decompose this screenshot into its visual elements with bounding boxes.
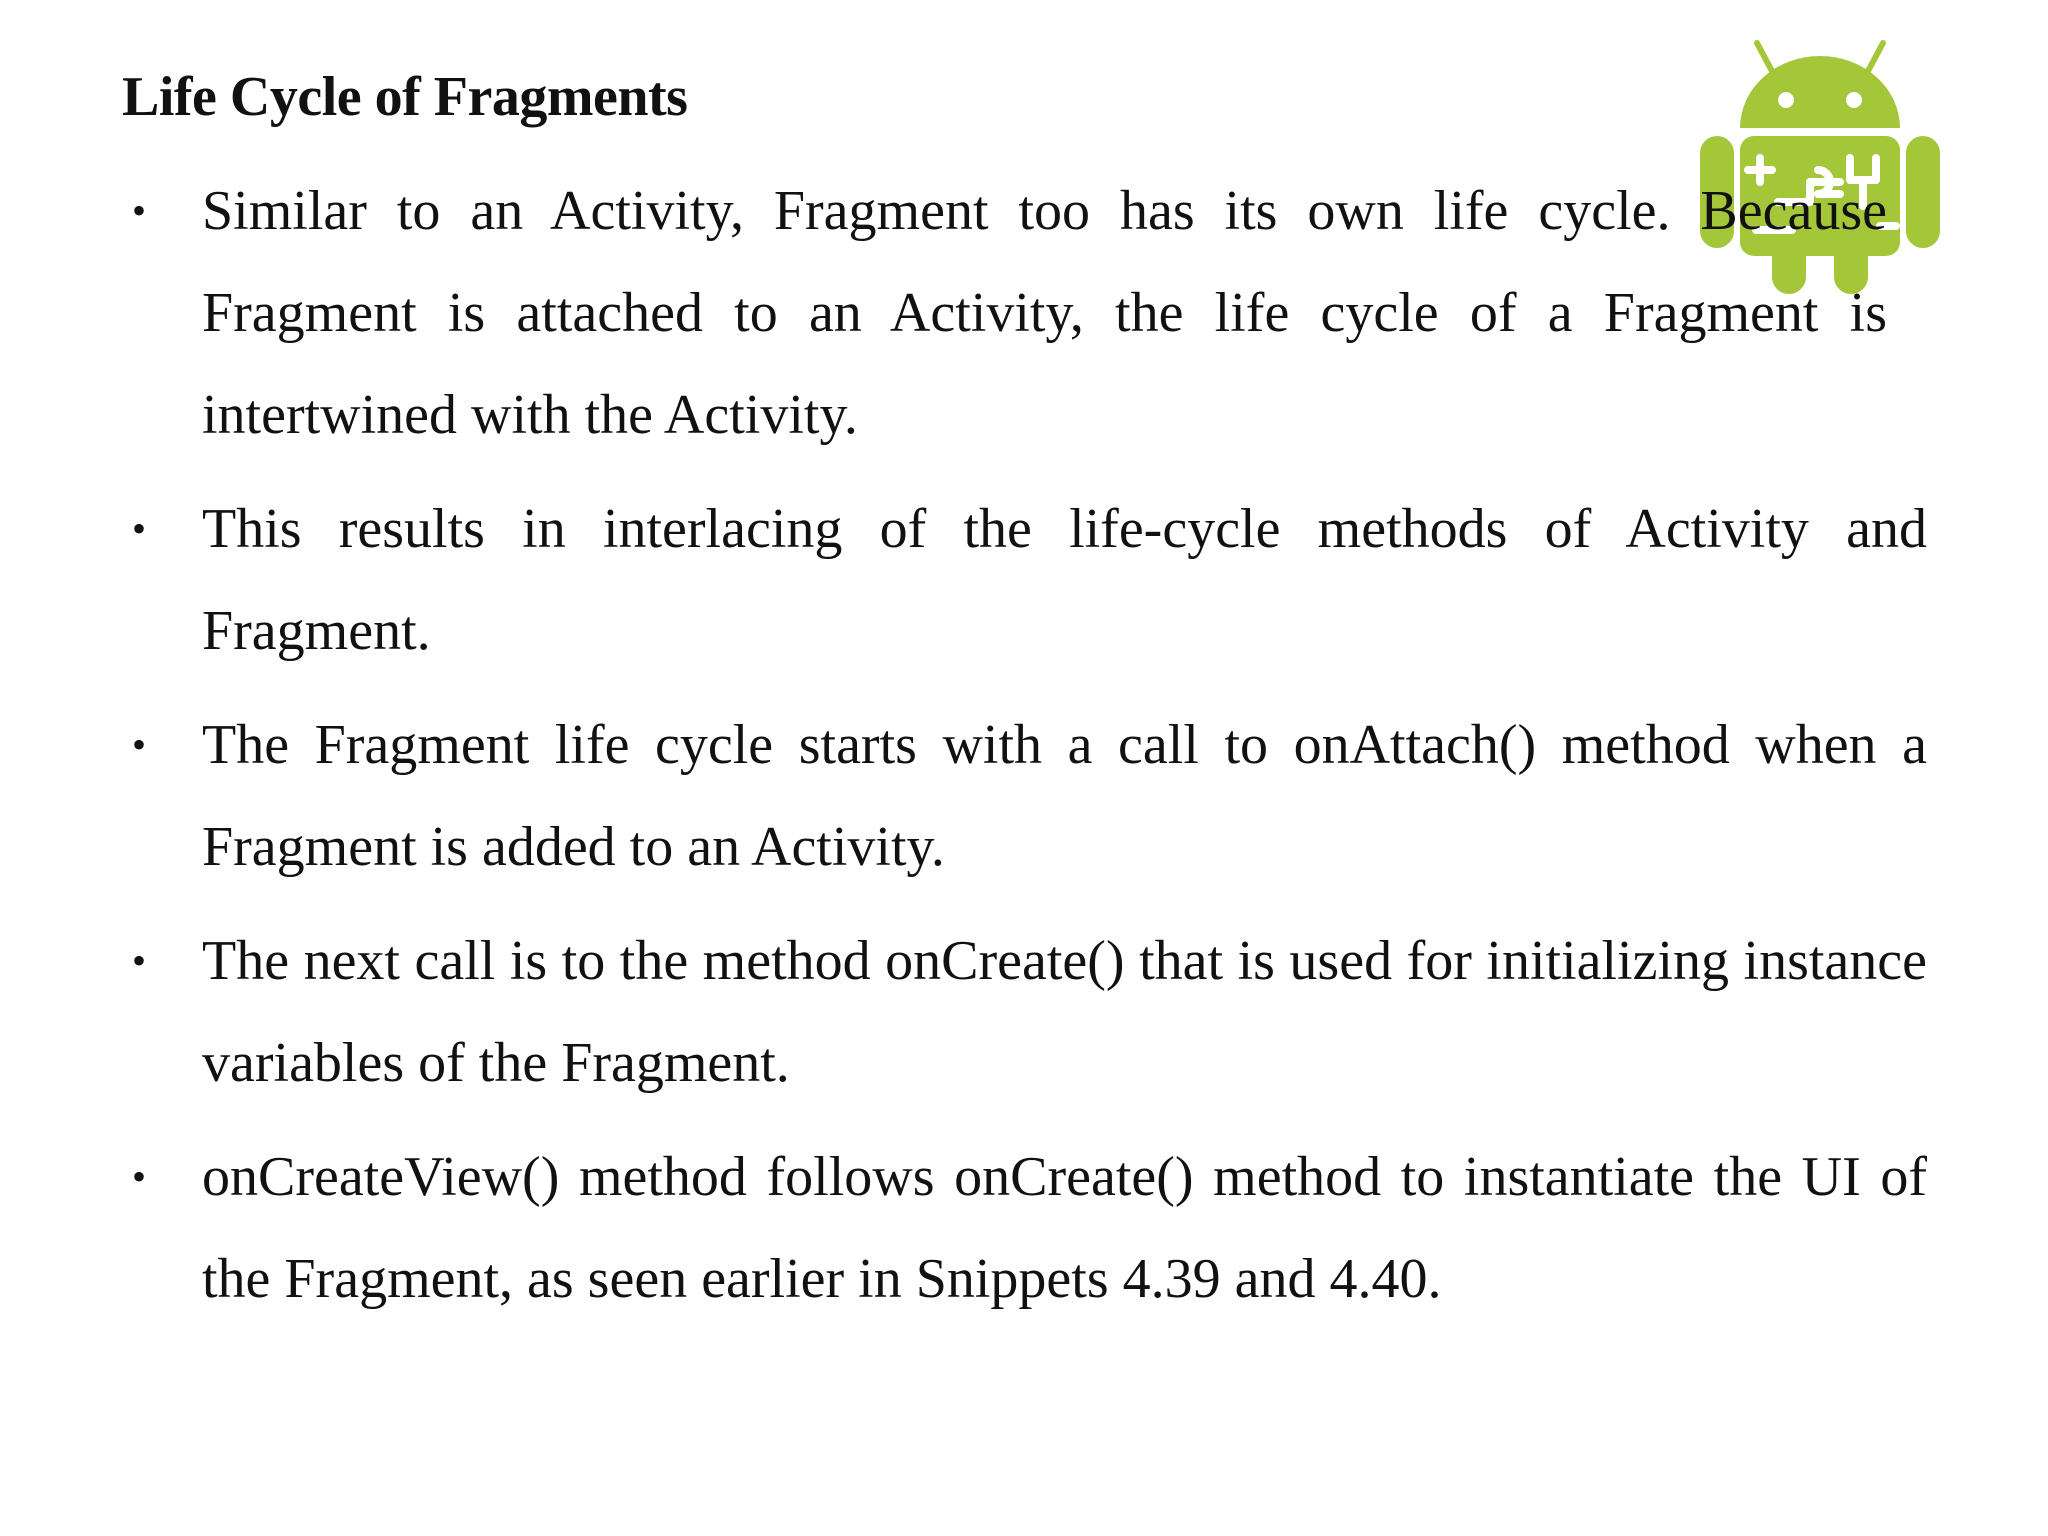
bullet-marker: • bbox=[132, 722, 147, 767]
slide-title: Life Cycle of Fragments bbox=[122, 66, 688, 128]
bullet-marker: • bbox=[132, 1154, 147, 1199]
bullet-text: This results in interlacing of the life-cycle methods of Activity and Fragment. bbox=[202, 498, 1927, 662]
list-item bbox=[122, 478, 1927, 682]
list-item bbox=[122, 910, 1927, 1114]
bullet-marker: • bbox=[132, 506, 147, 551]
bullet-text: onCreateView() method follows onCreate() method to instantiate the UI of the Fragment, as seen earlier in Snippets 4.39 and 4.40. bbox=[202, 1146, 1927, 1310]
list-item bbox=[122, 160, 1927, 466]
bullet-text: The Fragment life cycle starts with a call to onAttach() method when a Fragment is added to an Activity. bbox=[202, 714, 1927, 878]
bullet-marker: • bbox=[132, 188, 147, 233]
bullet-text: The next call is to the method onCreate() that is used for initializing instance variables of the Fragment. bbox=[202, 930, 1927, 1094]
bullet-marker: • bbox=[132, 938, 147, 983]
bullet-text: Similar to an Activity, Fragment too has its own life cycle. Because Fragment is attached to an Activity, the life cycle of a Fragment is intertwined with the Activity. bbox=[202, 180, 1887, 446]
list-item bbox=[122, 694, 1927, 898]
bullet-list bbox=[122, 160, 1927, 1342]
list-item bbox=[122, 1126, 1927, 1330]
